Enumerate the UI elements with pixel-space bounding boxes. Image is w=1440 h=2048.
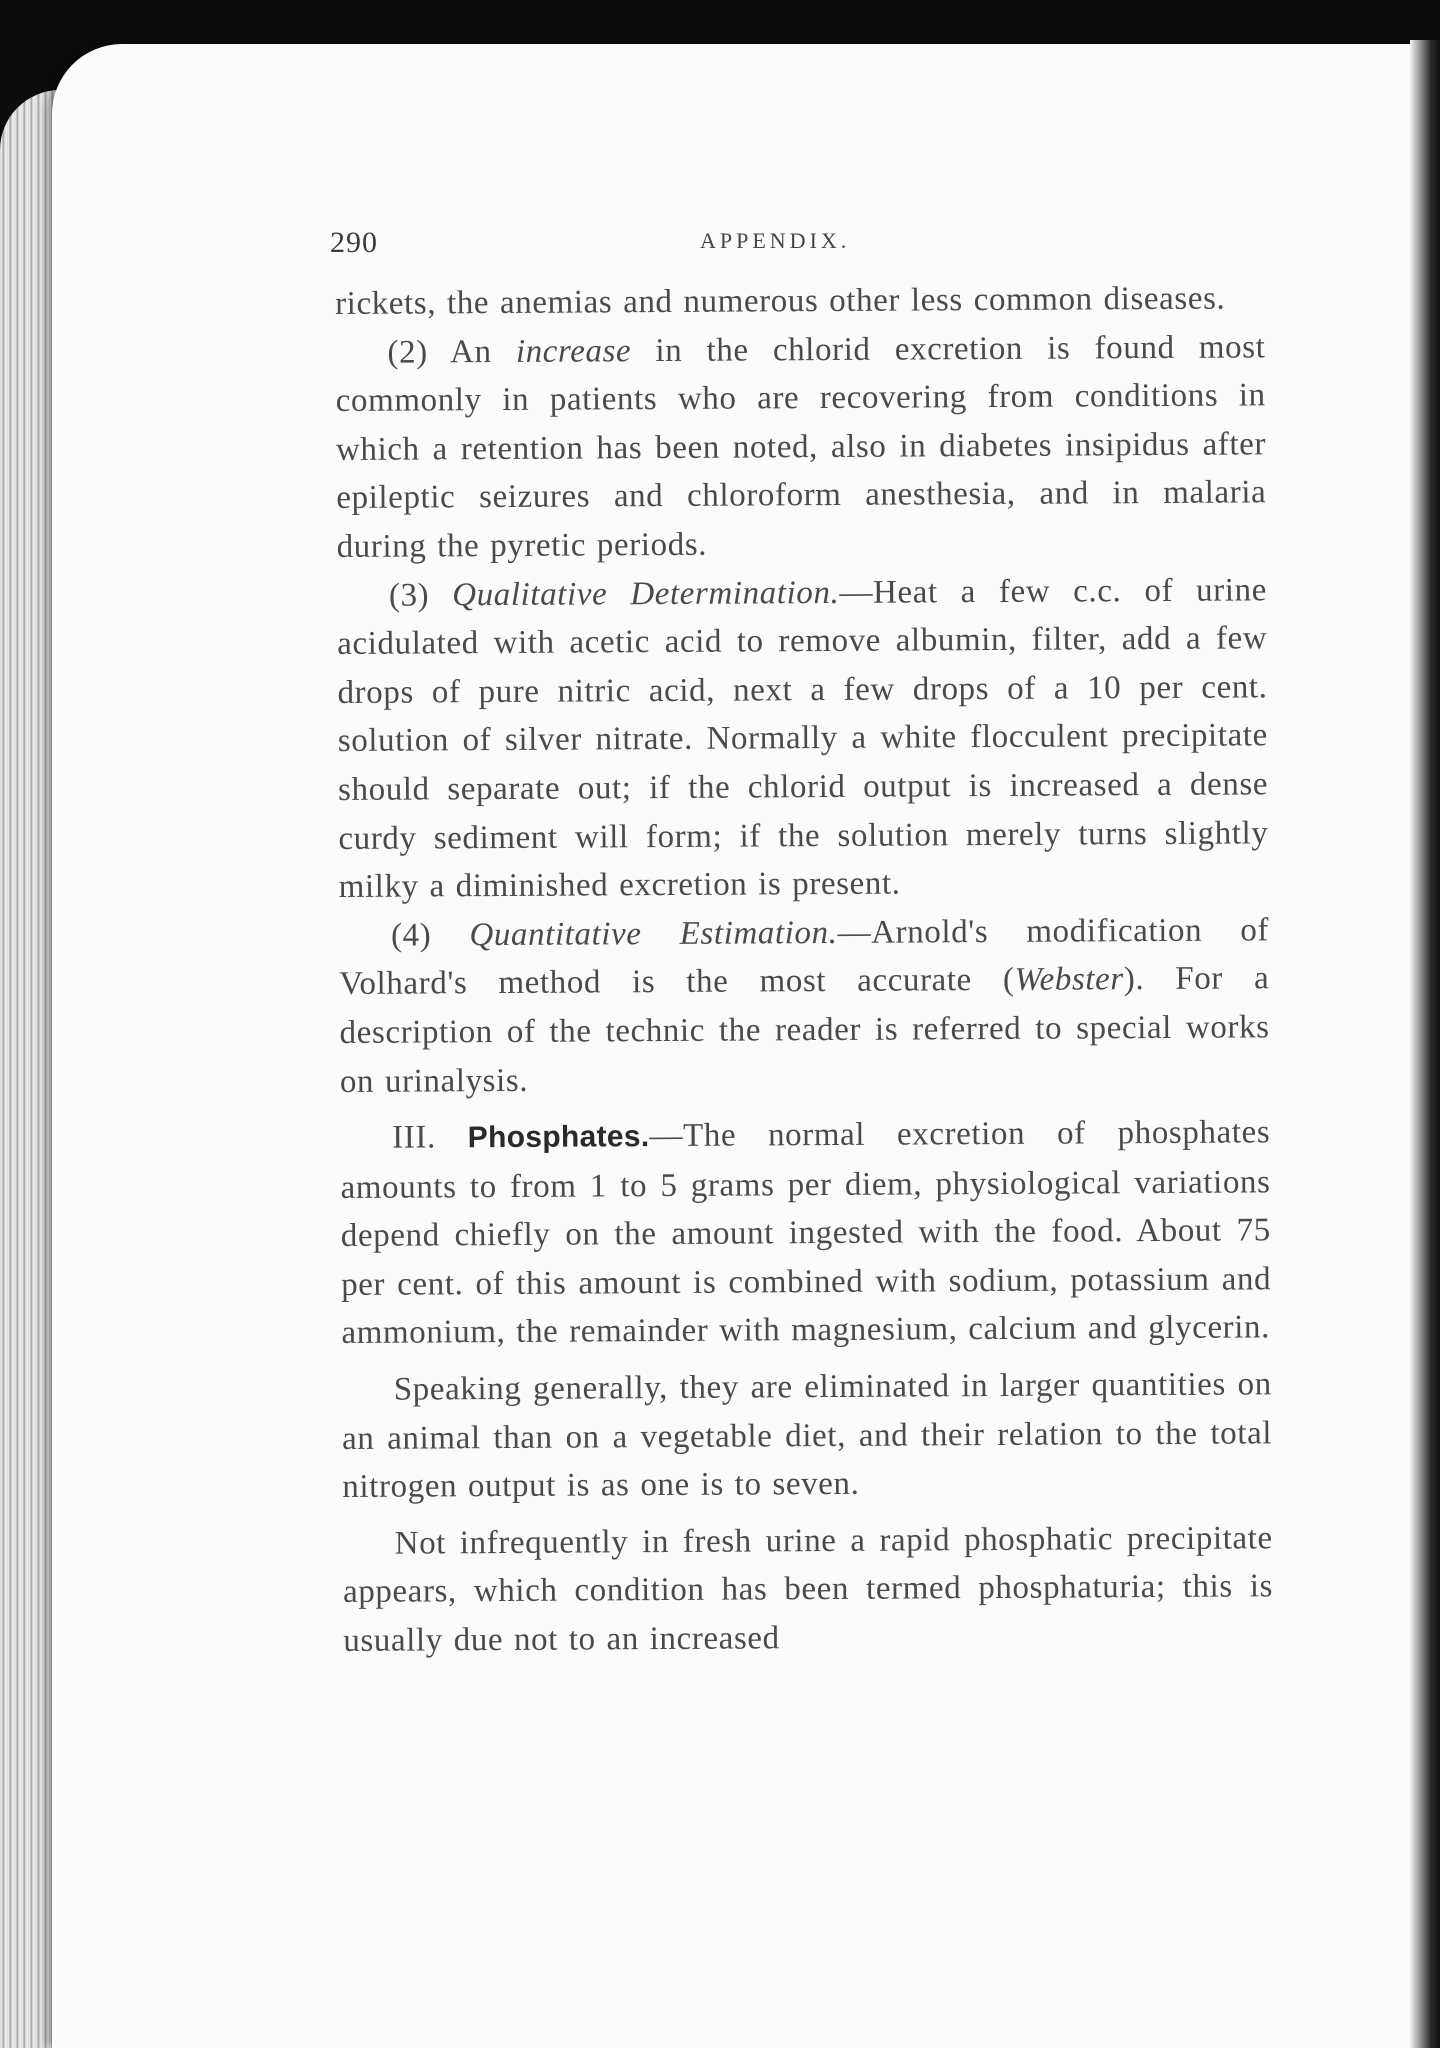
running-head (330, 222, 1270, 262)
paragraph-phosphaturia: Not infrequently in fresh urine a rapid phosphatic precipitate appears, which condition has been termed phosphaturia; this is usually due not to an increased (342, 1520, 1274, 1660)
paragraph-increase: (2) An increase in the chlorid excretion is found most commonly in patients who are recovering from conditions in which a retention has been noted, also in diabetes insipidus after epileptic seizures and chloroform anesthesia, and in malaria during the pyretic periods. (335, 328, 1267, 565)
italic-term-increase: increase (515, 332, 632, 370)
paragraph-qualitative: (3) Qualitative Determination.—Heat a few c.c. of urine acidulated with acetic acid to remove albumin, filter, add a few drops of pure nitric acid, next a few drops of a 10 per cent. solution of silver nitrate. Normally a white flocculent precipitate should separate out; if the chlorid output is increased a dense curdy sediment will form; if the solution merely turns slightly milky a diminished excretion is present. (337, 571, 1269, 906)
paragraph-continuation: rickets, the anemias and numerous other less common diseases. (335, 280, 1226, 322)
body-text (335, 274, 1273, 1665)
italic-heading-qualitative: Qualitative Determination. (452, 574, 840, 613)
paragraph-phosphates: III. Phosphates.—The normal excretion of phosphates amounts to from 1 to 5 grams per diem, physiological variations depend chiefly on the amount ingested with the food. About 75 per cent. of this amount is combined with sodium, potassium and ammonium, the remainder with magnesium, calcium and glycerin. (340, 1114, 1272, 1352)
italic-heading-quantitative: Quantitative Estimation. (469, 914, 838, 953)
paragraph-quantitative: (4) Quantitative Estimation.—Arnold's modification of Volhard's method is the most accurate (Webster). For a description of the technic the reader is referred to special works on urinalysis. (339, 912, 1270, 1100)
book-gutter (1410, 40, 1440, 2048)
italic-citation: Webster (1014, 961, 1124, 999)
page-number: 290 (330, 226, 378, 259)
header-title: APPENDIX. (700, 228, 851, 253)
section-heading-phosphates: Phosphates. (467, 1120, 650, 1155)
paragraph-speaking-generally: Speaking generally, they are eliminated in larger quantities on an animal than on a vegetable diet, and their relation to the total nitrogen output is as one is to seven. (341, 1366, 1273, 1506)
